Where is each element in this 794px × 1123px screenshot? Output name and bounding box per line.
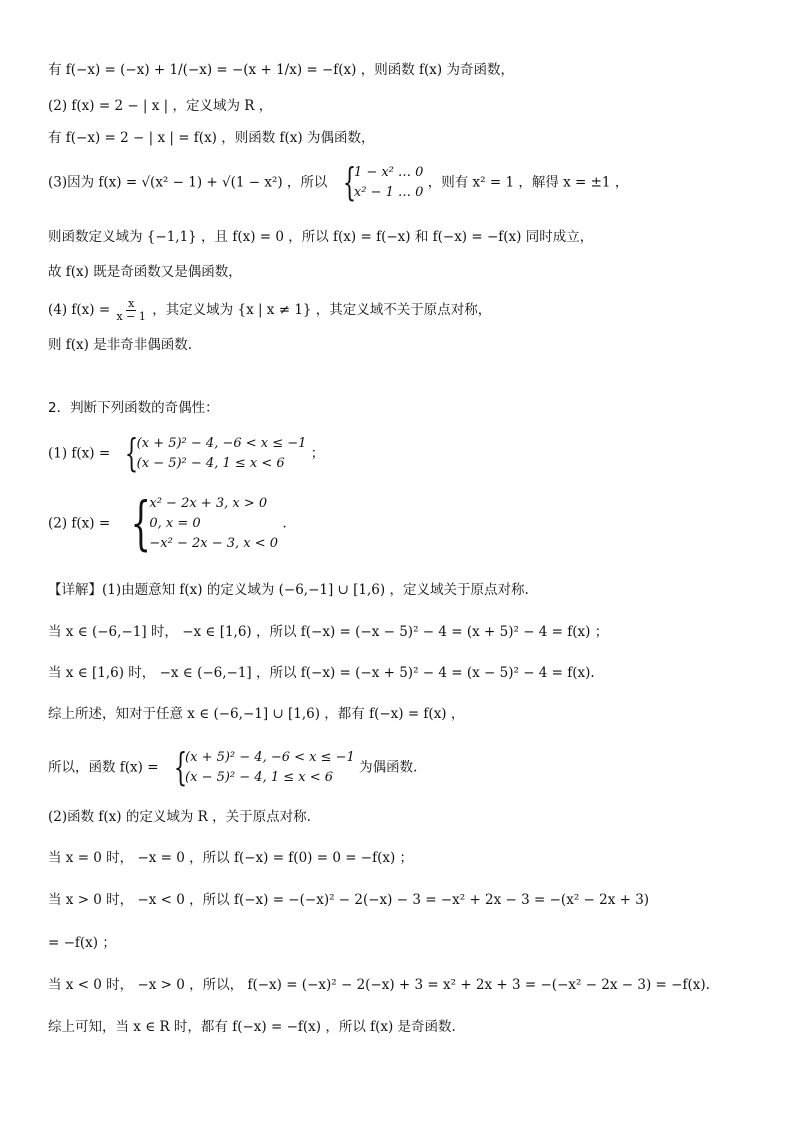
text-line: 故 f(x) 既是奇函数又是偶函数， <box>48 264 242 280</box>
text-line: 综上所述，知对于任意 x ∈ (−6,−1] ∪ [1,6) ，都有 f(−x) = f(x) ， <box>48 706 465 722</box>
text-line <box>48 489 754 557</box>
system-row: x² − 2x + 3, x > 0 <box>149 496 268 511</box>
system-rows <box>149 494 278 554</box>
system-row: (x + 5)² − 4, −6 < x ≤ −1 <box>136 436 307 451</box>
text-fragment: 所以，函数 f(x) = <box>48 759 159 776</box>
system-rows <box>185 748 355 788</box>
text-line: 当 x > 0 时， −x < 0 ，所以 f(−x) = −(−x)² − 2(−x) − 3 = −x² + 2x − 3 = −(x² − 2x + 3) <box>48 892 650 908</box>
system-row: −x² − 2x − 3, x < 0 <box>149 536 279 551</box>
system-rows <box>354 163 424 203</box>
fraction-denominator: x − 1 <box>116 310 146 323</box>
text-line: 综上可知，当 x ∈ R 时，都有 f(−x) = −f(x) ，所以 f(x) 是奇函数. <box>48 1019 456 1035</box>
brace-icon: { <box>342 160 356 204</box>
text-line: 则函数定义域为 {−1,1} ，且 f(x) = 0 ，所以 f(x) = f(−x) 和 f(−x) = −f(x) 同时成立， <box>48 229 594 245</box>
text-fragment: 为偶函数. <box>359 759 418 776</box>
text-line: = −f(x) ； <box>48 935 116 951</box>
text-fragment: ； <box>310 445 325 462</box>
piecewise-function <box>163 745 355 789</box>
brace-icon: { <box>173 745 188 789</box>
text-fragment: . <box>282 515 287 532</box>
piecewise-function <box>114 431 307 475</box>
text-fragment: ，其定义域为 {x | x ≠ 1} ，其定义域不关于原点对称， <box>152 302 492 318</box>
equation-system <box>332 160 424 204</box>
text-line: 【详解】(1)由题意知 f(x) 的定义域为 (−6,−1] ∪ [1,6) ，定义域关于原点对称. <box>48 582 529 598</box>
system-row: x² − 1 … 0 <box>353 185 424 200</box>
system-row: 0, x = 0 <box>149 516 201 531</box>
text-fragment: ，则有 x² = 1 ，解得 x = ±1 ， <box>427 174 629 191</box>
text-line: (2) f(x) = 2 − | x | ，定义域为 R ， <box>48 98 273 114</box>
system-rows <box>137 434 307 474</box>
text-line: 当 x ∈ [1,6) 时， −x ∈ (−6,−1] ，所以 f(−x) = (−x + 5)² − 4 = (x − 5)² − 4 = f(x). <box>48 665 595 681</box>
text-line <box>48 160 754 204</box>
text-line: 当 x = 0 时， −x = 0 ，所以 f(−x) = f(0) = 0 = −f(x) ； <box>48 850 414 866</box>
text-line: 当 x < 0 时， −x > 0 ，所以， f(−x) = (−x)² − 2(−x) + 3 = x² + 2x + 3 = −(−x² − 2x − 3) = −f(x). <box>48 977 710 993</box>
fraction-numerator: x <box>128 297 135 310</box>
piecewise-function <box>114 489 279 557</box>
text-line: 有 f(−x) = (−x) + 1/(−x) = −(x + 1/x) = −f(x) ，则函数 f(x) 为奇函数， <box>48 62 514 78</box>
text-line: 则 f(x) 是非奇非偶函数. <box>48 337 193 353</box>
fraction <box>116 298 145 323</box>
system-row: (x − 5)² − 4, 1 ≤ x < 6 <box>185 770 334 785</box>
question-title: 2．判断下列函数的奇偶性： <box>48 400 219 416</box>
text-line <box>48 431 754 475</box>
brace-icon: { <box>125 431 139 475</box>
text-line: (2)函数 f(x) 的定义域为 R ，关于原点对称. <box>48 809 311 825</box>
text-fragment: (2) f(x) = <box>48 515 111 532</box>
system-row: (x + 5)² − 4, −6 < x ≤ −1 <box>185 750 355 765</box>
text-line <box>48 298 754 323</box>
text-fragment: (3)因为 f(x) = √(x² − 1) + √(1 − x²) ，所以 <box>48 174 328 191</box>
text-line: 有 f(−x) = 2 − | x | = f(x) ，则函数 f(x) 为偶函数， <box>48 130 375 146</box>
system-row: 1 − x² … 0 <box>353 165 424 180</box>
text-line <box>48 745 754 789</box>
system-row: (x − 5)² − 4, 1 ≤ x < 6 <box>136 456 285 471</box>
brace-icon: { <box>131 489 152 557</box>
text-line: 当 x ∈ (−6,−1] 时， −x ∈ [1,6) ，所以 f(−x) = (−x − 5)² − 4 = (x + 5)² − 4 = f(x) ； <box>48 624 609 640</box>
text-fragment: (1) f(x) = <box>48 445 111 462</box>
text-fragment: (4) f(x) = <box>48 302 111 318</box>
